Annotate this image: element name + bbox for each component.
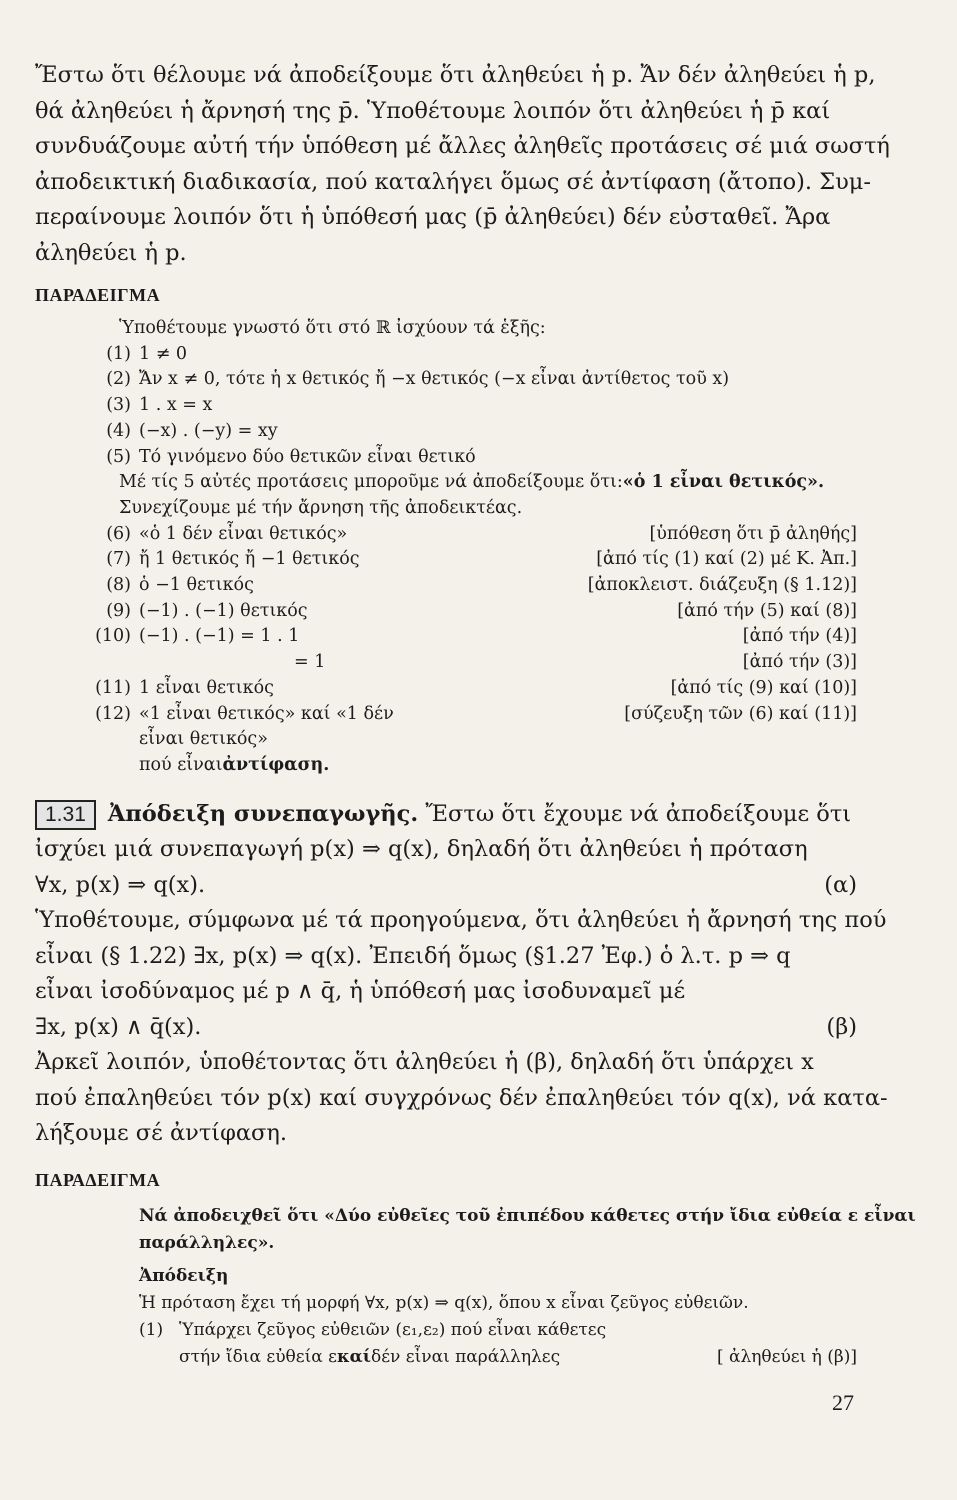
step-number: (9) xyxy=(106,600,131,621)
step-text: «ὁ 1 δέν εἶναι θετικός» xyxy=(139,523,348,544)
step-text: ἤ 1 θετικός ἤ −1 θετικός xyxy=(139,549,360,570)
section-line: ἰσχύει μιά συνεπαγωγή p(x) ⇒ q(x), δηλαδή ὅτι ἀληθεύει ἡ πρόταση xyxy=(35,836,808,863)
step-justification: [ἀπό τήν (5) καί (8)] xyxy=(677,600,857,621)
goal-bold: «ὁ 1 εἶναι θετικός». xyxy=(622,472,825,493)
example2-claim-line: Νά ἀποδειχθεῖ ὅτι «Δύο εὐθεῖες τοῦ ἐπιπέδου κάθετες στήν ἴδια εὐθεία ε εἶναι xyxy=(139,1205,916,1226)
proof-step-number: (1) xyxy=(139,1319,164,1340)
intro-line: συνδυάζουμε αὐτή τήν ὑπόθεση μέ ἄλλες ἀληθεῖς προτάσεις σέ μιά σωστή xyxy=(35,133,890,159)
step-justification: [ἀποκλειστ. διάζευξη (§ 1.12)] xyxy=(587,575,857,596)
step-row xyxy=(35,522,857,548)
intro-line: περαίνουμε λοιπόν ὅτι ἡ ὑπόθεσή μας (p̄ ἀληθεύει) δέν εὐσταθεῖ. Ἄρα xyxy=(35,204,831,230)
axiom-row xyxy=(35,393,857,419)
step-row xyxy=(35,624,857,650)
step-justification: [σύζευξη τῶν (6) καί (11)] xyxy=(624,703,857,724)
formula-b-text: ∃x, p(x) ∧ q̄(x). xyxy=(35,1013,202,1040)
formula-b-tag: (β) xyxy=(826,1013,857,1040)
proof-step-text-a: στήν ἴδια εὐθεία ε xyxy=(179,1346,337,1367)
example-heading: ΠΑΡΑΔΕΙΓΜΑ xyxy=(35,285,161,305)
proof-step-text-b: δέν εἶναι παράλληλες xyxy=(371,1346,561,1367)
axiom-row xyxy=(35,342,857,368)
step-row xyxy=(35,547,857,573)
axiom-text: (−x) . (−y) = xy xyxy=(139,420,278,441)
intro-paragraph xyxy=(35,58,890,271)
step-text: (−1) . (−1) θετικός xyxy=(139,600,308,621)
step-text: «1 εἶναι θετικός» καί «1 δέν xyxy=(139,703,394,724)
step-text: ὁ −1 θετικός xyxy=(139,575,254,596)
axiom-number: (3) xyxy=(106,395,131,416)
step-number: (8) xyxy=(106,575,131,596)
proof-step-continuation xyxy=(139,1344,857,1371)
formula-a xyxy=(35,868,857,904)
formula-b xyxy=(35,1010,857,1046)
axiom-row xyxy=(35,445,857,471)
section-line: λήξουμε σέ ἀντίφαση. xyxy=(35,1120,288,1147)
axiom-row xyxy=(35,367,857,393)
proof-step-text: Ὑπάρχει ζεῦγος εὐθειῶν (ε₁,ε₂) πού εἶναι κάθετες xyxy=(179,1319,607,1340)
axiom-number: (1) xyxy=(106,343,131,364)
step12-continuation: εἶναι θετικός» xyxy=(139,729,268,750)
step-justification: [ἀπό τίς (1) καί (2) μέ Κ. Ἀπ.] xyxy=(596,549,857,570)
section-title-line xyxy=(35,797,857,833)
axiom-text: 1 ≠ 0 xyxy=(139,343,188,364)
axiom-number: (4) xyxy=(106,420,131,441)
section-number: 1.31 xyxy=(35,800,96,830)
example2-body xyxy=(35,1203,916,1371)
formula-a-text: ∀x, p(x) ⇒ q(x). xyxy=(35,871,206,898)
conclusion-text: πού εἶναι xyxy=(139,754,223,775)
proof-step xyxy=(139,1317,857,1344)
step-text: (−1) . (−1) = 1 . 1 xyxy=(139,626,300,647)
axiom-row xyxy=(35,419,857,445)
step-number: (10) xyxy=(95,626,131,647)
step-row xyxy=(35,702,857,728)
step-text: = 1 xyxy=(294,652,326,673)
proof-step-bold: καί xyxy=(336,1346,371,1367)
example1-intro: Ὑποθέτουμε γνωστό ὅτι στό ℝ ἰσχύουν τά ἑξῆς: xyxy=(119,318,546,338)
goal-text: Μέ τίς 5 αὐτές προτάσεις μποροῦμε νά ἀποδείξουμε ὅτι: xyxy=(119,472,623,493)
step-number: (11) xyxy=(95,677,131,698)
step-number: (7) xyxy=(106,549,131,570)
section-line: εἶναι ἰσοδύναμος μέ p ∧ q̄, ἡ ὑπόθεσή μας ἰσοδυναμεῖ μέ xyxy=(35,978,686,1005)
step-number xyxy=(35,650,139,676)
intro-line: θά ἀληθεύει ἡ ἄρνησή της p̄. Ὑποθέτουμε λοιπόν ὅτι ἀληθεύει ἡ p̄ καί xyxy=(35,97,831,124)
axiom-text: Τό γινόμενο δύο θετικῶν εἶναι θετικό xyxy=(139,446,476,467)
step-text: 1 εἶναι θετικός xyxy=(139,677,274,698)
section-line1-rest: Ἔστω ὅτι ἔχουμε νά ἀποδείξουμε ὅτι xyxy=(418,800,852,827)
step-row xyxy=(35,650,857,676)
section-131 xyxy=(35,797,888,1152)
example1-continue: Συνεχίζουμε μέ τήν ἄρνηση τῆς ἀποδεικτέας. xyxy=(119,497,523,518)
step-justification: [ἀπό τήν (4)] xyxy=(742,626,857,647)
axiom-text: Ἄν x ≠ 0, τότε ἡ x θετικός ἤ −x θετικός (−x εἶναι ἀντίθετος τοῦ x) xyxy=(139,369,730,390)
step-row xyxy=(35,599,857,625)
axiom-text: 1 . x = x xyxy=(139,395,213,416)
example1-goal xyxy=(35,470,857,496)
step-number: (12) xyxy=(95,703,131,724)
page-content xyxy=(35,58,916,1371)
conclusion-bold: ἀντίφαση. xyxy=(222,754,330,775)
proof-label: Ἀπόδειξη xyxy=(139,1265,229,1286)
example-heading: ΠΑΡΑΔΕΙΓΜΑ xyxy=(35,1169,161,1190)
section-title: Ἀπόδειξη συνεπαγωγῆς. xyxy=(107,800,419,827)
intro-line: Ἔστω ὅτι θέλουμε νά ἀποδείξουμε ὅτι ἀληθεύει ἡ p. Ἄν δέν ἀληθεύει ἡ p, xyxy=(35,62,876,88)
formula-a-tag: (α) xyxy=(824,871,857,898)
intro-line: ἀληθεύει ἡ p. xyxy=(35,239,187,266)
section-line: Ἀρκεῖ λοιπόν, ὑποθέτοντας ὅτι ἀληθεύει ἡ (β), δηλαδή ὅτι ὑπάρχει x xyxy=(35,1049,814,1076)
intro-line: ἀποδεικτική διαδικασία, πού καταλήγει ὅμως σέ ἀντίφαση (ἄτοπο). Συμ- xyxy=(35,168,872,195)
axiom-number: (5) xyxy=(106,446,131,467)
example2-claim-line: παράλληλες». xyxy=(139,1232,275,1253)
section-line: Ὑποθέτουμε, σύμφωνα μέ τά προηγούμενα, ὅτι ἀληθεύει ἡ ἄρνησή της πού xyxy=(35,907,887,934)
axiom-number: (2) xyxy=(106,369,131,390)
section-line: εἶναι (§ 1.22) ∃x, p(x) ⇒ q(x). Ἐπειδή ὅμως (§1.27 Ἐφ.) ὁ λ.τ. p ⇒ q xyxy=(35,942,791,969)
step-row xyxy=(35,676,857,702)
step12-conclusion xyxy=(35,753,857,779)
proof-form-line: Ἡ πρόταση ἔχει τή μορφή ∀x, p(x) ⇒ q(x), ὅπου x εἶναι ζεῦγος εὐθειῶν. xyxy=(139,1292,749,1313)
step-number: (6) xyxy=(106,523,131,544)
step-justification: [ἀπό τίς (9) καί (10)] xyxy=(670,677,857,698)
section-line: πού ἐπαληθεύει τόν p(x) καί συγχρόνως δέν ἐπαληθεύει τόν q(x), νά κατα- xyxy=(35,1084,888,1111)
page-number: 27 xyxy=(832,1390,854,1415)
step-row xyxy=(35,573,857,599)
example1-body xyxy=(35,316,857,779)
step-justification: [ἀπό τήν (3)] xyxy=(742,652,857,673)
step-justification: [ὑπόθεση ὅτι p̄ ἀληθής] xyxy=(649,523,857,544)
proof-step-justification: [ ἀληθεύει ἡ (β)] xyxy=(716,1346,857,1367)
